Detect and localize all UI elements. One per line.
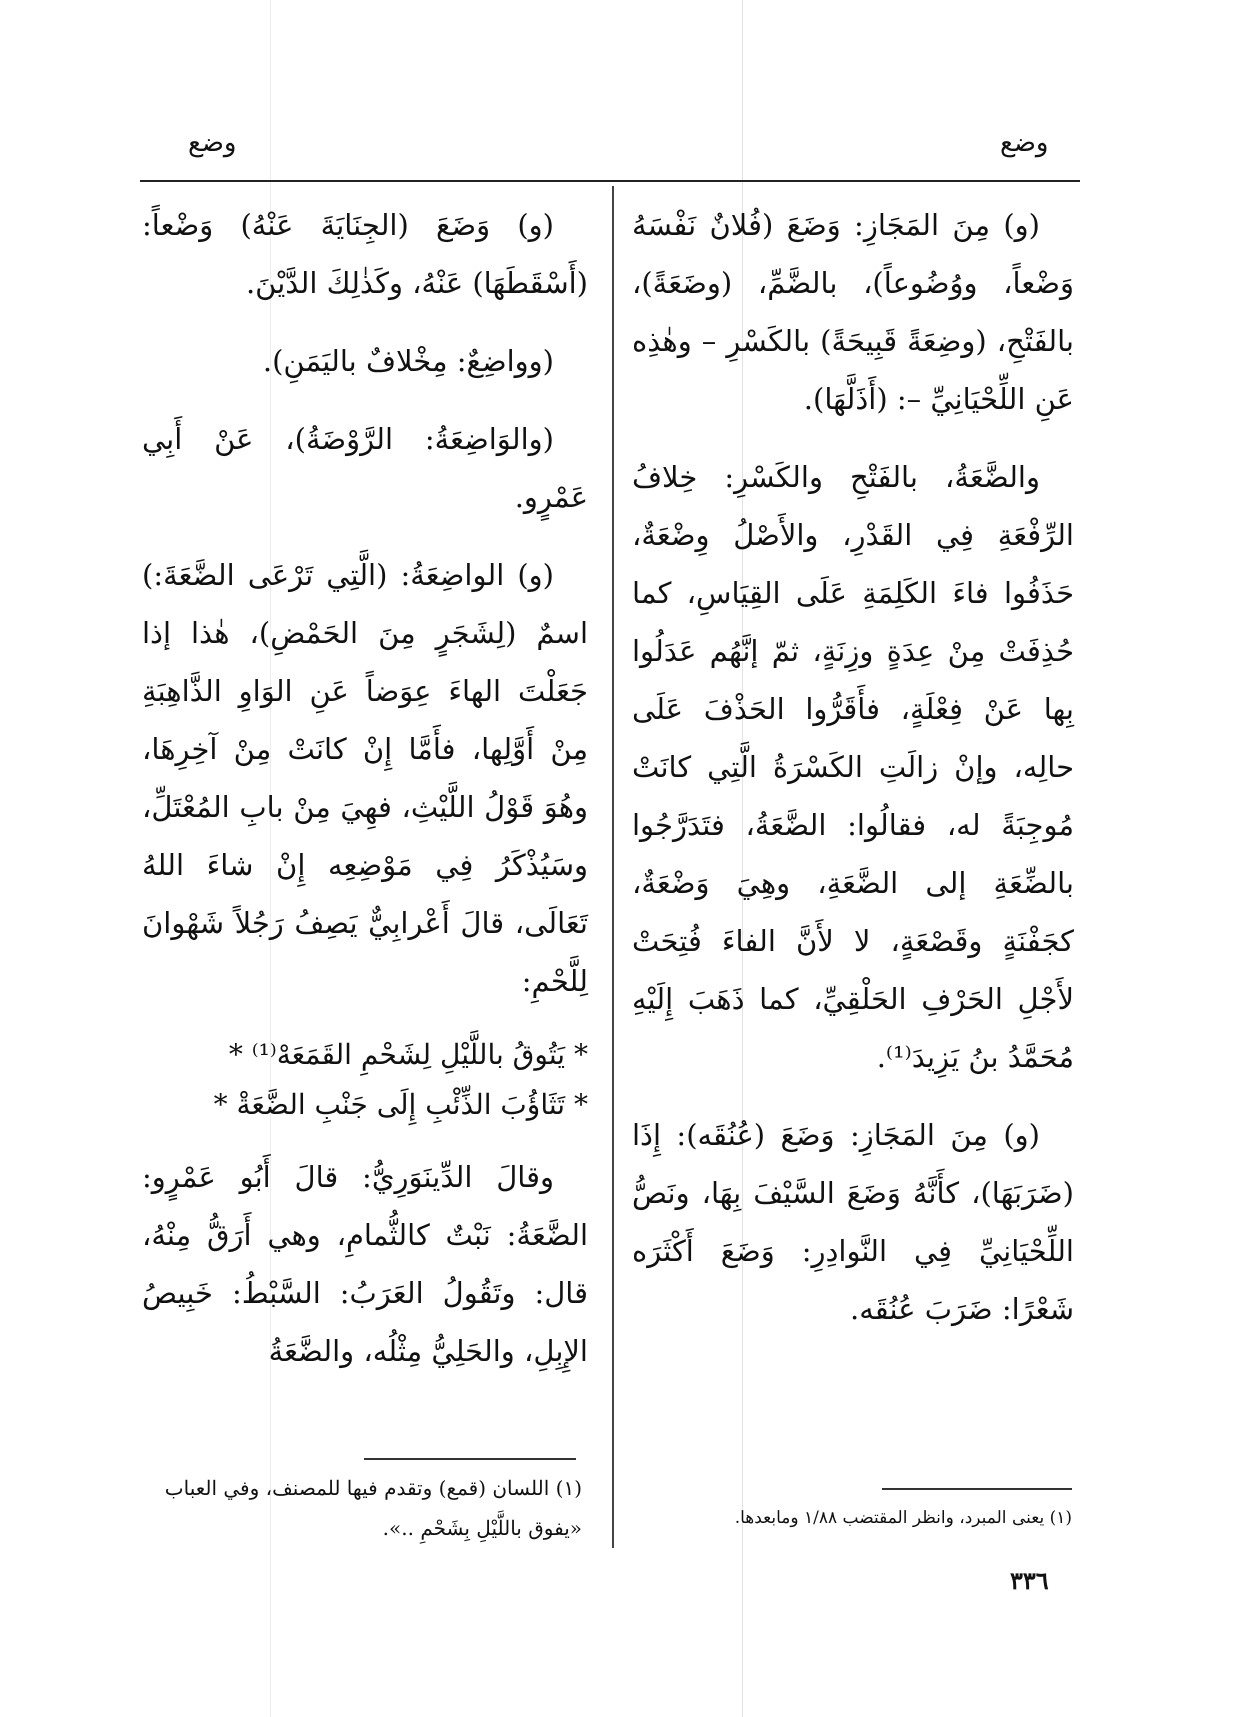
footnote-right: (١) يعنى المبرد، وانظر المقتضب ١/٨٨ ومابعدها. [734, 1508, 1072, 1528]
verse-line: * يَتُوقُ باللَّيْلِ لِشَحْمِ القَمَعَهْ⁽¹⁾ * [228, 1038, 588, 1071]
entry-paragraph: (والوَاضِعَةُ: الرَّوْضَةُ)، عَنْ أَبِي عَمْرٍو. [142, 422, 588, 514]
left-column [142, 196, 588, 1400]
entry-paragraph: (و) وَضَعَ (الجِنَايَةَ عَنْهُ) وَضْعاً: (أَسْقَطَهَا) عَنْهُ، وكَذٰلِكَ الدَّيْنَ. [142, 208, 588, 300]
header-rule [140, 180, 1080, 182]
footnote-left: (١) اللسان (قمع) وتقدم فيها للمصنف، وفي العباب «يفوق باللَّيْلِ بِشَحْمِ ..». [164, 1476, 582, 1540]
entry-paragraph: (و) مِنَ المَجَازِ: وَضَعَ (عُنُقَه): إِذَا (ضَرَبَهَا)، كأَنَّهُ وَضَعَ السَّيْفَ بِهَا، ونَصُّ اللِّحْيَانِيِّ فِي النَّوادِرِ: وَضَعَ أَكْثَرَه شَعْرًا: ضَرَبَ عُنُقَه. [632, 1118, 1074, 1326]
entry-paragraph: (و) الواضِعَةُ: (الَّتِي تَرْعَى الضَّعَةَ:) اسمٌ (لِشَجَرٍ مِنَ الحَمْضِ)، هٰذا إذا جَعَلْتَ الهاءَ عِوَضاً عَنِ الوَاوِ الذَّاهِبَةِ مِنْ أَوَّلِها، فأَمَّا إِنْ كانَتْ مِنْ آخِرِهَا، وهُوَ قَوْلُ اللَّيْثِ، فهِيَ مِنْ بابِ المُعْتَلِّ، وسَيُذْكَرُ فِي مَوْضِعِه إِنْ شاءَ اللهُ تَعَالَى، قالَ أَعْرابِيٌّ يَصِفُ رَجُلاً شَهْوانَ لِلَّحْمِ: [142, 558, 588, 998]
entry-paragraph: (و) مِنَ المَجَازِ: وَضَعَ (فُلانٌ نَفْسَهُ وَضْعاً، ووُضُوعاً)، بالضَّمِّ، (وضَعَةً)، بالفَتْحِ، (وضِعَةً قَبِيحَةً) بالكَسْرِ – وهٰذِه عَنِ اللِّحْيَانِيِّ –: (أَذَلَّهَا). [632, 208, 1074, 416]
footnote-rule-left [364, 1458, 576, 1460]
running-header-right: وضع [1000, 128, 1049, 158]
entry-paragraph: (وواضِعٌ: مِخْلافٌ باليَمَنِ). [262, 344, 554, 378]
entry-paragraph: والضَّعَةُ، بالفَتْحِ والكَسْرِ: خِلافُ الرِّفْعَةِ فِي القَدْرِ، والأَصْلُ وِضْعَةٌ، حَذَفُوا فاءَ الكَلِمَةِ عَلَى القِيَاسِ، كما حُذِفَتْ مِنْ عِدَةٍ وزِنَةٍ، ثمّ إنَّهُم عَدَلُوا بِها عَنْ فِعْلَةٍ، فأَقَرُّوا الحَذْفَ عَلَى حالِه، وإنْ زالَتِ الكَسْرَةُ الَّتِي كانَتْ مُوجِبَةً له، فقالُوا: الضَّعَةُ، فتَدَرَّجُوا بالضِّعَةِ إلى الضَّعَةِ، وهِيَ وَضْعَةٌ، كجَفْنَةٍ وقَصْعَةٍ، لا لأَنَّ الفاءَ فُتِحَتْ لأَجْلِ الحَرْفِ الحَلْقِيِّ، كما ذَهَبَ إِلَيْهِ مُحَمَّدُ بنُ يَزِيدَ⁽¹⁾. [632, 460, 1074, 1074]
entry-paragraph: وقالَ الدِّينَوَرِيُّ: قالَ أَبُو عَمْرٍو: الضَّعَةُ: نَبْتٌ كالثُّمامِ، وهي أَرَقُّ مِنْهُ، قال: وتَقُولُ العَرَبُ: السَّبْطُ: خَبِيصُ الإِبِلِ، والحَلِيُّ مِثْلُه، والضَّعَةُ [142, 1160, 588, 1368]
column-divider [612, 186, 614, 1548]
page-number: ٣٣٦ [1010, 1566, 1049, 1595]
footnote-rule-right [882, 1488, 1072, 1490]
running-header-left: وضع [188, 128, 237, 158]
poem-verses [142, 1030, 588, 1130]
verse-line: * تَثَاؤُبَ الذِّئْبِ إِلَى جَنْبِ الضَّعَةْ * [213, 1088, 588, 1121]
right-column [632, 196, 1074, 1358]
